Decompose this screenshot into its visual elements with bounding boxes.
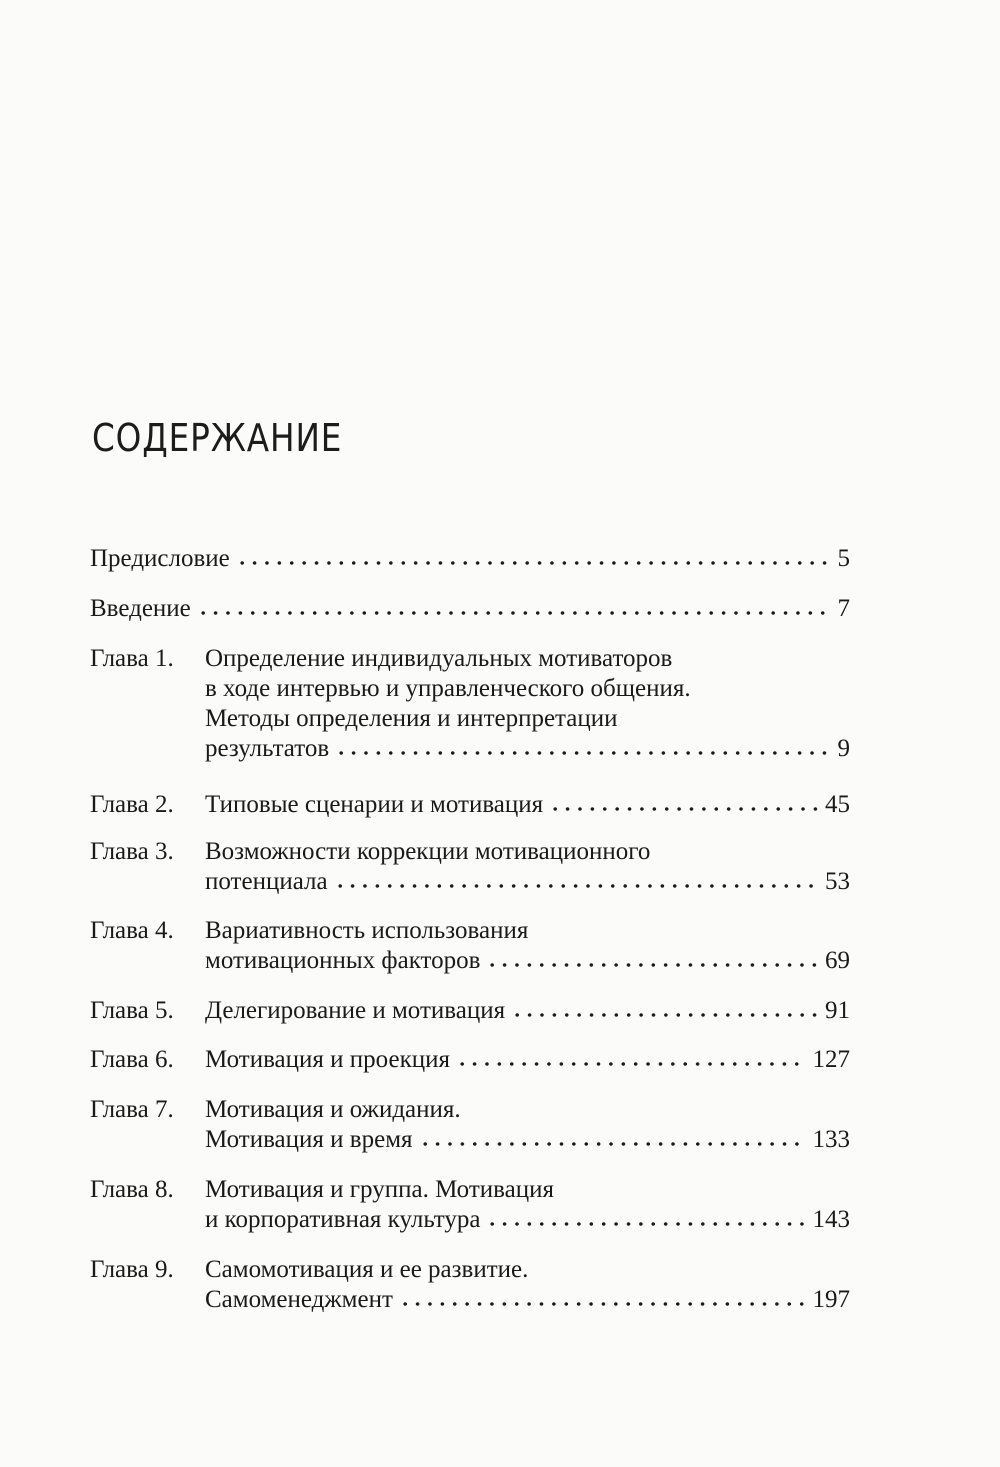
entry-leader-row [205,1285,850,1315]
entry-title-line: и корпоративная культура [205,1206,481,1233]
entry-title-line: потенциала [205,868,328,895]
dot-leader [549,805,819,813]
page-number: 45 [825,791,850,818]
page-title: СОДЕРЖАНИЕ [92,416,343,460]
entry-leader-row [205,996,850,1026]
dot-leader [456,1060,807,1068]
entry-leader-row [90,594,850,624]
dot-leader [419,1140,807,1148]
page-number: 91 [825,997,850,1024]
chapter-label: Глава 3. [90,838,174,865]
chapter-label: Глава 5. [90,997,174,1024]
entry-title-line: Мотивация и ожидания. [205,1096,461,1123]
entry-title-line: Предисловие [90,545,230,572]
toc-entry [90,1175,850,1235]
page-number: 133 [812,1126,850,1153]
entry-title-line: Методы определения и интерпретации [205,705,618,732]
toc-entry [90,544,850,574]
toc-entry [90,594,850,624]
chapter-label: Глава 7. [90,1096,174,1123]
entry-title-line: Введение [90,595,191,622]
toc-entry [90,1045,850,1075]
entry-leader-row [205,734,850,764]
dot-leader [236,559,832,567]
dot-leader [334,882,819,890]
toc-entry [90,996,850,1026]
entry-title-line: Самомотивация и ее развитие. [205,1256,529,1283]
chapter-label: Глава 8. [90,1176,174,1203]
entry-leader-row [205,946,850,976]
toc-entry [90,837,850,897]
page-number: 53 [825,868,850,895]
entry-leader-row [205,1125,850,1155]
entry-title-line: Определение индивидуальных мотиваторов [205,645,673,672]
page-number: 143 [812,1206,850,1233]
entry-title-line: Типовые сценарии и мотивация [205,791,544,818]
toc-entry [90,916,850,976]
entry-leader-row [205,867,850,897]
entry-title-line: Мотивация и группа. Мотивация [205,1176,554,1203]
entry-title-line: результатов [205,735,330,762]
chapter-label: Глава 2. [90,791,174,818]
page-number: 69 [825,947,850,974]
chapter-label: Глава 9. [90,1256,174,1283]
chapter-label: Глава 6. [90,1046,174,1073]
toc-entry [90,1255,850,1315]
entry-title-line: Возможности коррекции мотивационного [205,838,651,865]
dot-leader [511,1011,819,1019]
entry-title-line: мотивационных факторов [205,947,481,974]
entry-title-line: Делегирование и мотивация [205,997,506,1024]
dot-leader [197,609,832,617]
entry-title-line: в ходе интервью и управленческого общения. [205,675,691,702]
entry-title-line: Вариативность использования [205,917,529,944]
page-number: 9 [837,735,850,762]
entry-title-line: Самоменеджмент [205,1286,393,1313]
toc-entry [90,790,850,820]
chapter-label: Глава 4. [90,917,174,944]
dot-leader [399,1300,807,1308]
page-number: 197 [812,1286,850,1313]
entry-leader-row [90,544,850,574]
entry-leader-row [205,1205,850,1235]
toc-entry [90,644,850,764]
dot-leader [335,749,831,757]
entry-title-line: Мотивация и время [205,1126,413,1153]
page-number: 5 [837,545,850,572]
dot-leader [486,1220,806,1228]
entry-leader-row [205,1045,850,1075]
page-number: 7 [837,595,850,622]
dot-leader [486,961,819,969]
entry-title-line: Мотивация и проекция [205,1046,450,1073]
chapter-label: Глава 1. [90,645,174,672]
page-number: 127 [812,1046,850,1073]
toc-entry [90,1095,850,1155]
entry-leader-row [205,790,850,820]
